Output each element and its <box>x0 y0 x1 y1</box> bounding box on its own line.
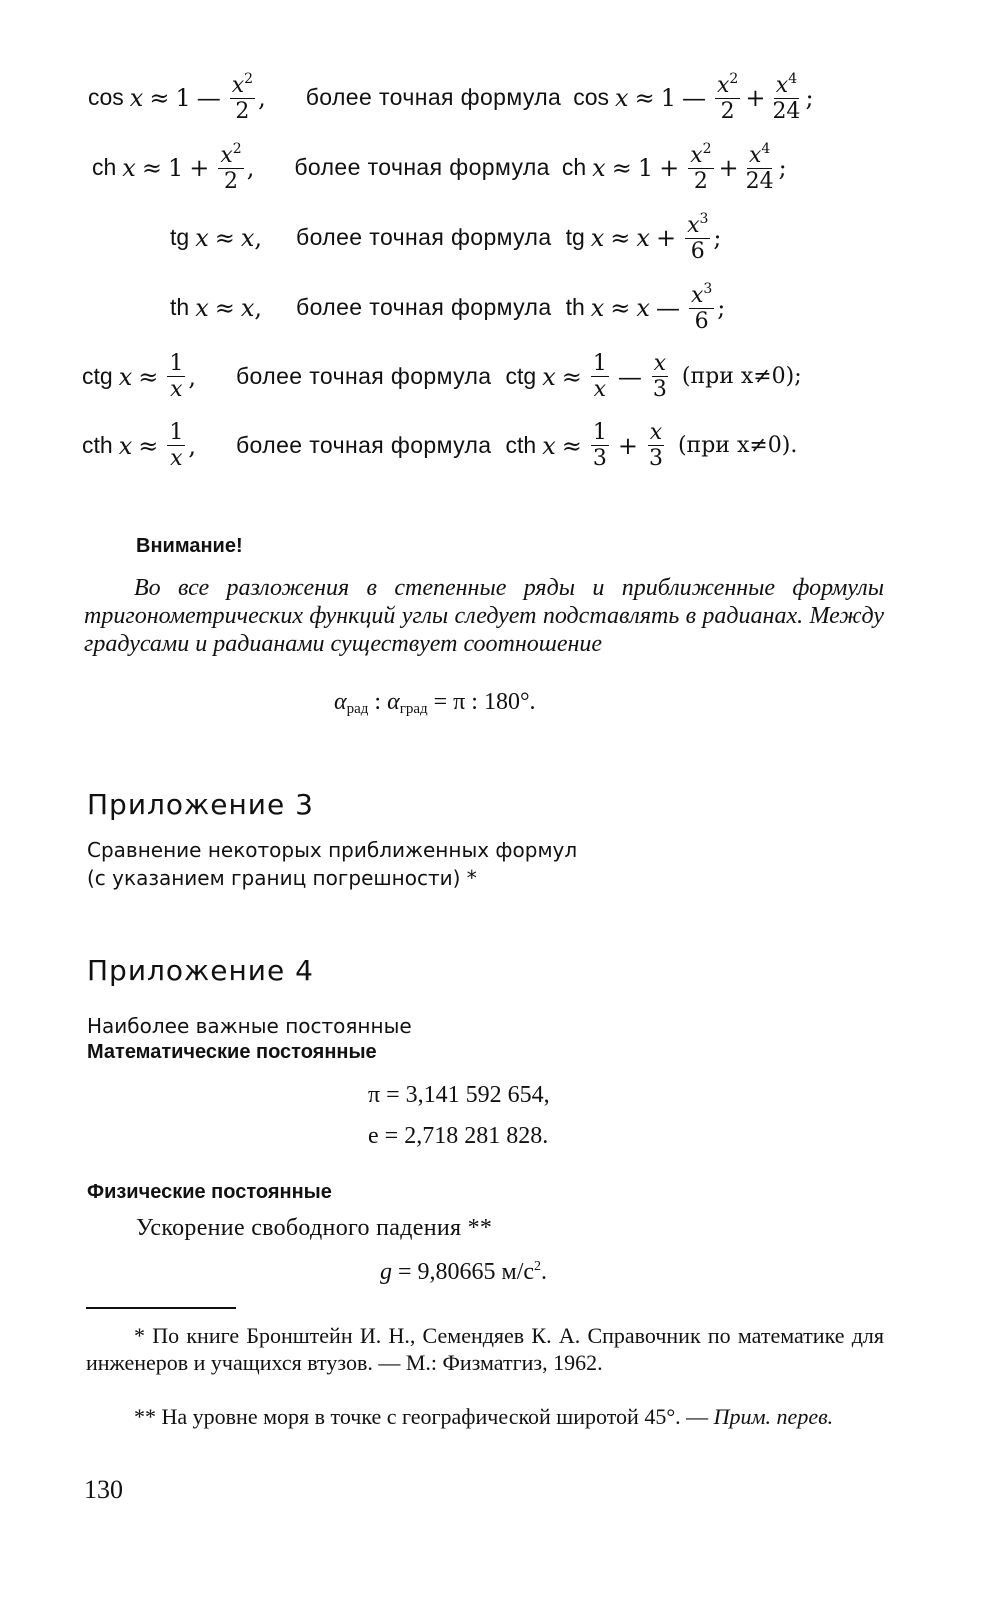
formula-row-cth <box>82 421 797 470</box>
attention-heading: Внимание! <box>136 535 243 557</box>
plus-sign: + <box>655 223 677 252</box>
fraction <box>591 352 609 401</box>
formula-th-precise <box>566 282 726 333</box>
fraction <box>218 142 243 193</box>
math-constants-heading: Математические постоянные <box>87 1041 377 1063</box>
formula-tg-simple <box>170 223 263 252</box>
fn-name: ch <box>561 154 587 181</box>
e-value: e = 2,718 281 828. <box>368 1123 549 1149</box>
plus-sign: + <box>745 83 766 112</box>
condition-note: (при x≠0). <box>677 432 798 458</box>
plus-sign: + <box>659 153 680 182</box>
gravity-label: Ускорение свободного падения ** <box>136 1215 493 1241</box>
footnote-2-note: Прим. перев. <box>713 1404 834 1429</box>
variable: x <box>592 153 606 182</box>
g-value: = 9,80665 м/с <box>392 1259 535 1285</box>
approx-sign: ≈ <box>610 293 631 322</box>
formula-cos-precise <box>573 72 813 123</box>
comma: , <box>188 362 196 391</box>
comma: , <box>254 293 263 322</box>
numerator: 1 <box>169 420 184 445</box>
variable: x <box>690 143 703 168</box>
fraction <box>685 212 710 263</box>
variable: x <box>118 431 133 460</box>
minus-sign: — <box>655 293 680 322</box>
appendix-3-subtitle-line1: Сравнение некоторых приближенных формул <box>87 838 578 862</box>
fn-name: th <box>565 294 585 321</box>
exponent: 2 <box>534 1259 542 1274</box>
condition-note: (при x≠0); <box>681 363 802 389</box>
comma: , <box>246 153 255 182</box>
formula-row-ch <box>92 142 787 193</box>
denominator: 2 <box>693 169 708 195</box>
fraction <box>167 352 185 401</box>
formula-ctg-precise <box>506 352 802 401</box>
approx-sign: ≈ <box>214 293 235 322</box>
alpha-symbol: α <box>387 689 400 715</box>
footnote-rule <box>86 1307 236 1309</box>
formula-row-tg <box>170 212 722 263</box>
semicolon: ; <box>717 293 726 322</box>
numerator: 1 <box>592 351 607 376</box>
variable: x <box>690 283 704 308</box>
appendix-3-heading: Приложение 3 <box>87 788 314 821</box>
g-symbol: g <box>380 1259 392 1285</box>
variable: x <box>220 143 233 168</box>
phrase-more-precise: более точная формула <box>296 294 552 321</box>
fraction <box>647 421 665 470</box>
semicolon: ; <box>713 223 722 252</box>
formula-tg-precise <box>566 212 722 263</box>
footnote-1: * По книге Бронштейн И. Н., Семендяев К. А. Справочник по математике для инженеров и учащихся втузов. — М.: Физматгиз, 1962. <box>86 1323 884 1375</box>
denominator: 3 <box>592 446 607 472</box>
approx-sign: ≈ <box>561 362 582 391</box>
period: . <box>541 1259 548 1285</box>
formula-cos-simple <box>88 72 266 123</box>
denominator: 2 <box>224 169 239 195</box>
number: 1 <box>167 153 184 182</box>
variable: x <box>231 73 245 98</box>
variable: x <box>122 153 136 182</box>
denominator: 2 <box>235 99 250 125</box>
minus-sign: — <box>681 83 706 112</box>
approx-sign: ≈ <box>149 83 170 112</box>
variable: x <box>636 223 650 252</box>
approx-sign: ≈ <box>138 431 159 460</box>
approx-sign: ≈ <box>214 223 235 252</box>
exponent: 4 <box>788 71 798 87</box>
comma: , <box>258 83 266 112</box>
comma: , <box>188 431 196 460</box>
appendix-4-subtitle-line1: Наиболее важные постоянные <box>87 1014 412 1038</box>
formula-cth-simple <box>82 421 196 470</box>
footnote-2-text: ** На уровне моря в точке с географической широтой 45°. — <box>134 1404 709 1429</box>
minus-sign: — <box>617 362 642 391</box>
phrase-more-precise: более точная формула <box>235 363 492 390</box>
exponent: 2 <box>702 141 712 157</box>
approx-sign: ≈ <box>561 431 582 460</box>
variable: x <box>748 143 762 168</box>
variable: x <box>687 213 700 238</box>
ratio-value: = π : 180°. <box>427 689 536 715</box>
approx-sign: ≈ <box>141 153 162 182</box>
appendix-4-heading: Приложение 4 <box>87 954 314 987</box>
comma: , <box>254 223 263 252</box>
phrase-more-precise: более точная формула <box>305 84 562 111</box>
denominator: 3 <box>652 377 667 403</box>
subscript: град <box>399 701 428 717</box>
fraction <box>230 72 255 123</box>
e-constant <box>368 1124 548 1148</box>
variable: x <box>118 362 133 391</box>
variable: x <box>590 293 605 322</box>
exponent: 4 <box>761 141 771 157</box>
minus-sign: — <box>196 83 221 112</box>
fraction <box>770 72 802 123</box>
phrase-more-precise: более точная формула <box>294 154 550 181</box>
page-number: 130 <box>84 1475 123 1504</box>
denominator: x <box>170 446 183 472</box>
denominator: 24 <box>745 169 774 195</box>
fraction <box>688 142 713 193</box>
attention-paragraph: Во все разложения в степенные ряды и приближенные формулы тригонометрических функций углы следует подставлять в радианах. Между градусами и радианами существует соотношение <box>84 575 884 657</box>
semicolon: ; <box>778 153 787 182</box>
formula-ch-simple <box>92 142 254 193</box>
numerator: 1 <box>169 351 184 376</box>
number: 1 <box>660 83 676 112</box>
numerator: x <box>653 351 667 376</box>
exponent: 3 <box>699 211 709 227</box>
fraction <box>689 282 714 333</box>
variable: x <box>542 362 556 391</box>
physical-constants-heading: Физические постоянные <box>87 1181 332 1203</box>
fn-name: cth <box>505 432 537 459</box>
fraction <box>651 352 669 401</box>
approx-sign: ≈ <box>611 153 632 182</box>
number: 1 <box>637 153 654 182</box>
subscript: рад <box>346 701 369 717</box>
gravity-constant <box>380 1260 547 1284</box>
fraction <box>591 421 609 470</box>
exponent: 3 <box>703 281 713 297</box>
formula-ctg-simple <box>82 352 196 401</box>
plus-sign: + <box>718 153 739 182</box>
approx-sign: ≈ <box>610 223 631 252</box>
fn-name: ch <box>92 154 117 181</box>
number: 1 <box>175 83 191 112</box>
denominator: 24 <box>772 99 801 125</box>
numerator: x <box>649 420 663 445</box>
pi-constant <box>368 1083 550 1107</box>
fn-name: tg <box>565 224 585 251</box>
alpha-symbol: α <box>334 689 347 715</box>
phrase-more-precise: более точная формула <box>235 432 492 459</box>
variable: x <box>636 293 650 322</box>
denominator: 3 <box>648 446 663 472</box>
fn-name: ctg <box>82 363 113 390</box>
variable: x <box>195 293 209 322</box>
approx-sign: ≈ <box>634 83 655 112</box>
formula-th-simple <box>170 293 263 322</box>
fraction <box>715 72 740 123</box>
fraction <box>744 142 776 193</box>
formula-cth-precise <box>506 421 798 470</box>
fn-name: cos <box>88 84 124 111</box>
pi-value: π = 3,141 592 654, <box>368 1082 550 1108</box>
variable: x <box>240 223 255 252</box>
denominator: 6 <box>690 239 705 265</box>
exponent: 2 <box>244 71 254 87</box>
fn-name: tg <box>170 224 190 251</box>
radian-degree-ratio <box>334 690 536 717</box>
fn-name: th <box>170 294 190 321</box>
formula-row-ctg <box>82 352 802 401</box>
variable: x <box>615 83 629 112</box>
formula-ch-precise <box>562 142 787 193</box>
fn-name: ctg <box>505 363 537 390</box>
footnote-2 <box>86 1403 884 1430</box>
variable: x <box>775 73 789 98</box>
variable: x <box>129 83 144 112</box>
fn-name: cth <box>82 432 113 459</box>
denominator: x <box>593 377 607 403</box>
denominator: 2 <box>720 99 735 125</box>
plus-sign: + <box>617 431 638 460</box>
colon: : <box>368 689 388 715</box>
approx-sign: ≈ <box>138 362 159 391</box>
denominator: x <box>170 377 183 403</box>
formula-row-cos <box>88 72 814 123</box>
numerator: 1 <box>592 420 607 445</box>
variable: x <box>716 73 730 98</box>
plus-sign: + <box>189 153 210 182</box>
variable: x <box>240 293 255 322</box>
variable: x <box>542 431 556 460</box>
exponent: 2 <box>729 71 739 87</box>
denominator: 6 <box>694 309 709 335</box>
exponent: 2 <box>232 141 242 157</box>
formula-row-th <box>170 282 725 333</box>
variable: x <box>195 223 209 252</box>
fn-name: cos <box>573 84 610 111</box>
appendix-3-subtitle-line2: (с указанием границ погрешности) * <box>87 866 477 890</box>
fraction <box>167 421 185 470</box>
variable: x <box>590 223 605 252</box>
phrase-more-precise: более точная формула <box>296 224 552 251</box>
semicolon: ; <box>805 83 814 112</box>
